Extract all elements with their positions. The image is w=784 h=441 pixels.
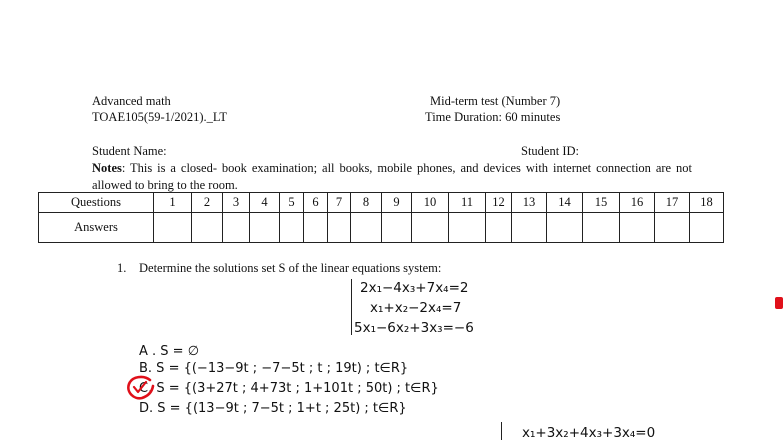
question-number: 15 (583, 193, 620, 213)
question-number: 17 (655, 193, 690, 213)
notes-text: : This is a closed- book examination; all books, mobile phones, and devices with internet connection are not allowed to bring to the room. (92, 161, 692, 192)
red-mark-icon (775, 297, 783, 309)
equation-1: 2x₁−4x₃+7x₄=2 (360, 280, 469, 296)
choice-d: D. S = {(13−9t ; 7−5t ; 1+t ; 25t) ; t∈R} (139, 401, 407, 416)
answer-cell (620, 213, 655, 243)
time-duration: Time Duration: 60 minutes (425, 110, 561, 124)
next-system-brace (501, 422, 502, 440)
question-number: 1 (154, 193, 192, 213)
choice-a: A . S = ∅ (139, 344, 200, 359)
answer-table (38, 192, 724, 243)
answer-cell (486, 213, 512, 243)
question-number: 16 (620, 193, 655, 213)
answer-cell (351, 213, 382, 243)
next-equation: x₁+3x₂+4x₃+3x₄=0 (522, 425, 656, 441)
choice-b: B. S = {(−13−9t ; −7−5t ; t ; 19t) ; t∈R} (139, 361, 409, 376)
question-1-text: Determine the solutions set S of the linear equations system: (139, 261, 442, 275)
equation-3: 5x₁−6x₂+3x₃=−6 (354, 320, 474, 336)
student-name-label: Student Name: (92, 144, 167, 158)
answer-cell (412, 213, 449, 243)
questions-label: Questions (39, 193, 154, 213)
answer-cell (583, 213, 620, 243)
question-number: 10 (412, 193, 449, 213)
question-number: 18 (690, 193, 724, 213)
answers-label: Answers (39, 213, 154, 243)
question-number: 14 (547, 193, 583, 213)
question-number: 8 (351, 193, 382, 213)
answer-cell (280, 213, 304, 243)
test-title: Mid-term test (Number 7) (430, 94, 561, 108)
question-number: 13 (512, 193, 547, 213)
question-number: 12 (486, 193, 512, 213)
equation-2: x₁+x₂−2x₄=7 (370, 300, 462, 316)
question-number: 7 (328, 193, 351, 213)
answer-cell (449, 213, 486, 243)
answer-cell (223, 213, 250, 243)
question-number: 6 (304, 193, 328, 213)
question-number: 11 (449, 193, 486, 213)
exam-notes (92, 160, 692, 194)
question-1-number: 1. (117, 261, 127, 275)
answer-cell (250, 213, 280, 243)
student-id-label: Student ID: (521, 144, 579, 158)
answer-cell (655, 213, 690, 243)
answer-cell (304, 213, 328, 243)
answer-cell (154, 213, 192, 243)
questions-row (39, 193, 724, 213)
answer-cell (382, 213, 412, 243)
answer-cell (512, 213, 547, 243)
question-number: 9 (382, 193, 412, 213)
answer-cell (192, 213, 223, 243)
hand-drawn-circle-check-icon (126, 374, 156, 402)
question-number: 2 (192, 193, 223, 213)
question-number: 5 (280, 193, 304, 213)
choice-c: C. S = {(3+27t ; 4+73t ; 1+101t ; 50t) ; t∈R} (139, 381, 439, 396)
notes-label: Notes (92, 161, 122, 175)
question-number: 4 (250, 193, 280, 213)
answer-cell (690, 213, 724, 243)
course-code: TOAE105(59-1/2021)._LT (92, 110, 228, 124)
question-number: 3 (223, 193, 250, 213)
answer-cell (547, 213, 583, 243)
course-name: Advanced math (92, 94, 171, 108)
answers-row (39, 213, 724, 243)
answer-cell (328, 213, 351, 243)
